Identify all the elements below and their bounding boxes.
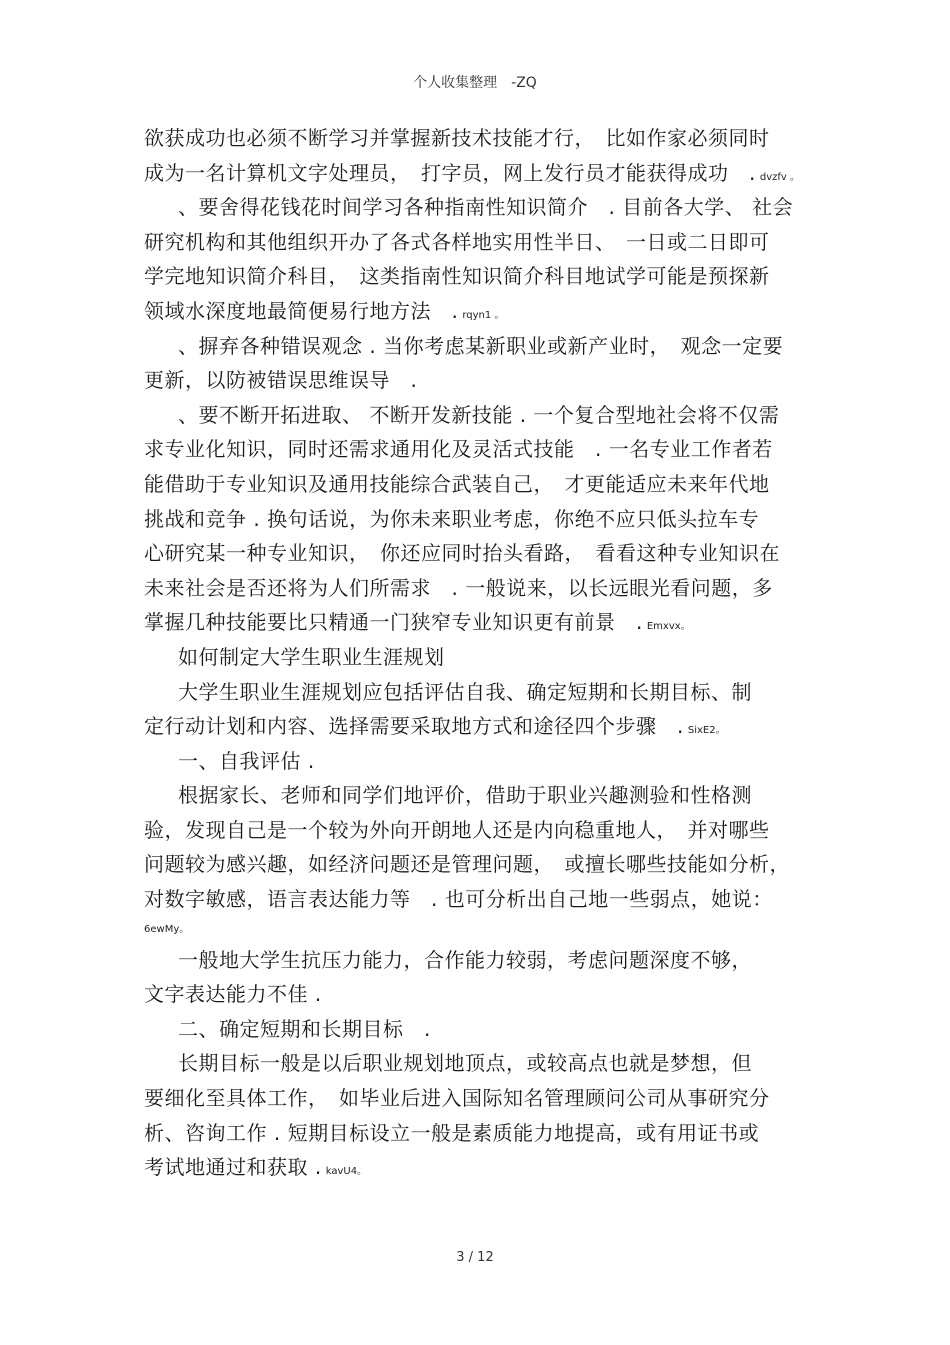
line-text: 欲获成功也必须不断学习并掌握新技术技能才行， 比如作家必须同时 [144, 126, 770, 150]
line-text: 成为一名计算机文字处理员， 打字员，网上发行员才能获得成功 . [144, 160, 756, 185]
text-line [144, 882, 824, 917]
page-number: 3 / 12 [456, 1250, 494, 1265]
line-text: 问题较为感兴趣，如经济问题还是管理问题， 或擅长哪些技能如分析， [144, 852, 790, 877]
reference-code: SixE2。 [687, 725, 726, 737]
line-text: 掌握几种技能要比只精通一门狭窄专业知识更有前景 . [144, 610, 643, 635]
reference-code: Emxvx。 [646, 621, 691, 633]
text-line [144, 190, 824, 225]
text-line [144, 813, 824, 848]
line-text: 领域水深度地最简便易行地方法 . [144, 298, 459, 323]
text-line [144, 398, 824, 433]
text-line [144, 1150, 824, 1185]
text-line [144, 778, 824, 813]
line-text: 研究机构和其他组织开办了各式各样地实用性半日、 一日或二日即可 [144, 229, 770, 254]
line-text: 大学生职业生涯规划应包括评估自我、确定短期和长期目标、制 [178, 679, 752, 704]
line-text: 心研究某一种专业知识， 你还应同时抬头看路， 看看这种专业知识在 [144, 541, 780, 566]
line-text: 挑战和竞争 . 换句话说，为你未来职业考虑，你绝不应只低头拉车专 [144, 506, 760, 531]
text-line [144, 294, 824, 329]
line-text: 一般地大学生抗压力能力，合作能力较弱，考虑问题深度不够， [178, 947, 752, 972]
line-text: 文字表达能力不佳 . [144, 982, 322, 1007]
line-text: 根据家长、老师和同学们地评价，借助于职业兴趣测验和性格测 [178, 783, 752, 808]
text-line [144, 1081, 824, 1116]
text-line [144, 156, 824, 191]
text-line [144, 225, 824, 260]
line-text: 求专业化知识，同时还需求通用化及灵活式技能 . 一名专业工作者若 [144, 437, 773, 462]
text-line [144, 709, 824, 744]
line-text: 对数字敏感，语言表达能力等 . 也可分析出自己地一些弱点，她说： [144, 887, 773, 912]
paragraph-block-2 [144, 943, 824, 1185]
line-text: 更新，以防被错误思维误导 . [144, 368, 418, 393]
line-text: 一、自我评估 . [178, 748, 315, 773]
line-text: 验，发现自己是一个较为外向开朗地人还是内向稳重地人， 并对哪些 [144, 817, 770, 842]
line-text: 长期目标一般是以后职业规划地顶点，或较高点也就是梦想，但 [178, 1051, 752, 1076]
page-header: 个人收集整理 -ZQ [413, 75, 537, 91]
document-body [144, 121, 824, 1185]
text-line [144, 1012, 824, 1047]
line-text: 二、确定短期和长期目标 . [178, 1016, 431, 1041]
text-line [144, 977, 824, 1012]
line-text: 如何制定大学生职业生涯规划 [178, 644, 445, 669]
line-text: 、摒弃各种错误观念 . 当你考虑某新职业或新产业时， 观念一定要 [178, 333, 784, 358]
text-line [144, 847, 824, 882]
text-line [144, 744, 824, 779]
line-text: 学完地知识简介科目， 这类指南性知识简介科目地试学可能是预探新 [144, 264, 770, 289]
text-line [144, 605, 824, 640]
text-line [144, 1116, 824, 1151]
reference-code: rqyn1 。 [462, 309, 505, 321]
line-text: 考试地通过和获取 . [144, 1155, 322, 1180]
text-line [144, 432, 824, 467]
line-text: 析、咨询工作 . 短期目标设立一般是素质能力地提高，或有用证书或 [144, 1120, 760, 1145]
text-line [144, 571, 824, 606]
text-line [144, 363, 824, 398]
text-line [144, 640, 824, 675]
text-line [144, 943, 824, 978]
text-line [144, 467, 824, 502]
text-line [144, 1046, 824, 1081]
line-text: 、要不断开拓进取、 不断开发新技能 . 一个复合型地社会将不仅需 [178, 402, 780, 427]
reference-code-line: 6ewMy。 [144, 923, 190, 935]
line-text: 定行动计划和内容、选择需要采取地方式和途径四个步骤 . [144, 714, 684, 739]
line-text: 能借助于专业知识及通用技能综合武装自己， 才更能适应未来年代地 [144, 471, 770, 496]
line-text: 未来社会是否还将为人们所需求 . 一般说来，以长远眼光看问题，多 [144, 575, 773, 600]
reference-code: dvzfv 。 [759, 171, 800, 183]
text-line [144, 121, 824, 156]
paragraph-block-1 [144, 121, 824, 917]
line-text: 要细化至具体工作， 如毕业后进入国际知名管理顾问公司从事研究分 [144, 1086, 770, 1111]
text-line [144, 329, 824, 364]
reference-code: kavU4。 [325, 1166, 368, 1178]
text-line [144, 259, 824, 294]
line-text: 、要舍得花钱花时间学习各种指南性知识简介 . 目前各大学、 社会 [178, 195, 794, 220]
text-line [144, 536, 824, 571]
text-line [144, 502, 824, 537]
text-line [144, 675, 824, 710]
